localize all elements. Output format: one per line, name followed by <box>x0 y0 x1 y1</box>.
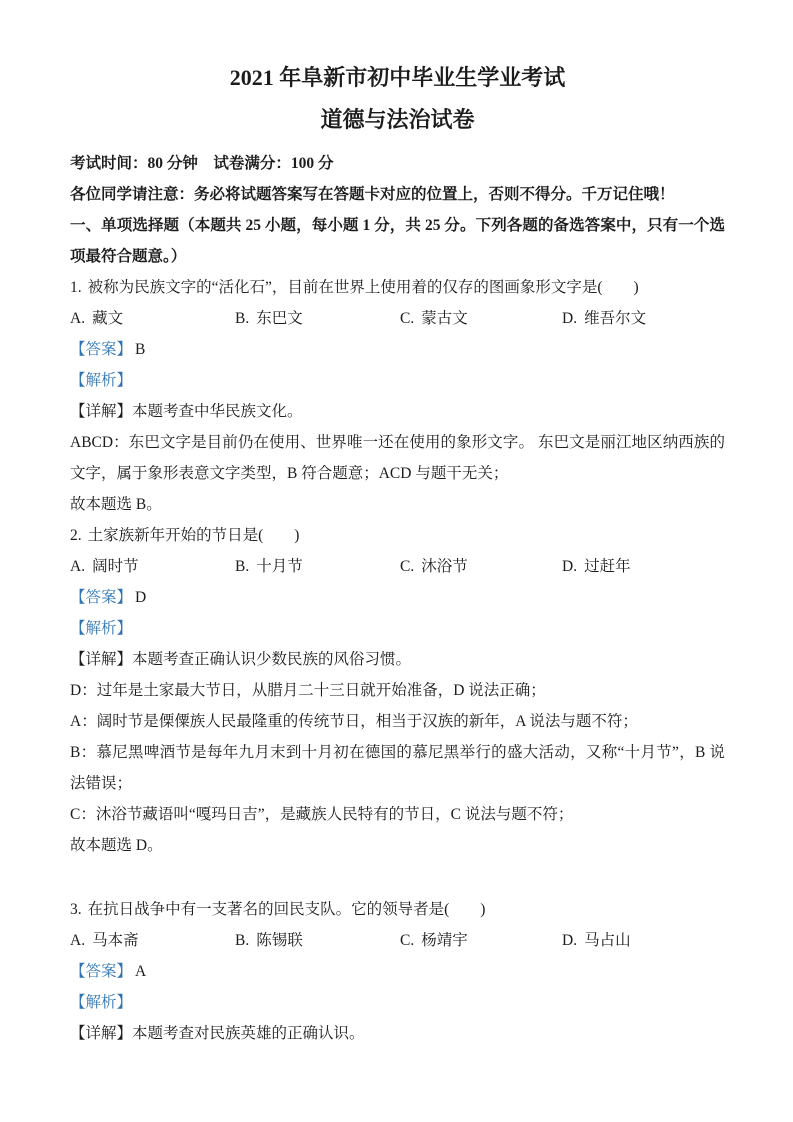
answer-label: 【答案】 <box>70 589 133 606</box>
option-c-text: 杨靖宇 <box>421 932 468 949</box>
question-1-options <box>70 303 725 334</box>
option-a-label: A. <box>70 932 86 949</box>
question-3-stem <box>70 894 725 925</box>
option-d-text: 维吾尔文 <box>584 310 647 327</box>
question-3-explanation-line: 【详解】本题考查对民族英雄的正确认识。 <box>70 1025 365 1042</box>
question-2-option-b <box>235 551 400 582</box>
question-2-stem-text: 土家族新年开始的节日是( ) <box>87 527 300 544</box>
question-1-stem <box>70 272 725 303</box>
question-1-analysis-label: 【解析】 <box>70 372 133 389</box>
answer-label: 【答案】 <box>70 341 133 358</box>
question-1-option-a <box>70 303 235 334</box>
question-2-explanation-line: B：慕尼黑啤酒节是每年九月末到十月初在德国的慕尼黑举行的盛大活动，又称“十月节”，B 说法错误； <box>70 744 725 792</box>
question-2-answer: D <box>135 589 147 606</box>
question-1-explanation-line: 故本题选 B。 <box>70 496 162 513</box>
option-a-label: A. <box>70 558 86 575</box>
option-a-label: A. <box>70 310 86 327</box>
question-2-stem <box>70 520 725 551</box>
question-3-analysis-label: 【解析】 <box>70 994 133 1011</box>
question-2 <box>70 520 725 861</box>
question-1-stem-text: 被称为民族文字的“活化石”，目前在世界上使用着的仅存的图画象形文字是( ) <box>87 279 639 296</box>
question-1-option-c <box>400 303 562 334</box>
question-3-number: 3. <box>70 901 82 918</box>
question-2-option-a <box>70 551 235 582</box>
question-3-answer-line <box>70 956 725 987</box>
question-2-options <box>70 551 725 582</box>
option-c-label: C. <box>400 558 415 575</box>
question-3-option-d <box>562 925 725 956</box>
question-2-number: 2. <box>70 527 82 544</box>
section-heading: 一、单项选择题（本题共 25 小题，每小题 1 分，共 25 分。下列各题的备选答案中，只有一个选项最符合题意。） <box>70 217 725 265</box>
option-c-label: C. <box>400 932 415 949</box>
question-3-option-a <box>70 925 235 956</box>
option-a-text: 阔时节 <box>92 558 139 575</box>
question-2-analysis-label: 【解析】 <box>70 620 133 637</box>
question-2-explanation-line: D：过年是土家最大节日，从腊月二十三日就开始准备，D 说法正确； <box>70 682 546 699</box>
question-1-option-d <box>562 303 725 334</box>
question-3-option-c <box>400 925 562 956</box>
exam-info: 考试时间：80 分钟 试卷满分：100 分 <box>70 155 334 172</box>
option-a-text: 马本斋 <box>92 932 139 949</box>
option-b-label: B. <box>235 932 250 949</box>
exam-title: 2021 年阜新市初中毕业生学业考试 <box>229 65 566 90</box>
question-2-option-c <box>400 551 562 582</box>
question-1 <box>70 272 725 520</box>
option-b-text: 陈锡联 <box>256 932 303 949</box>
question-2-answer-line <box>70 582 725 613</box>
option-b-text: 十月节 <box>256 558 303 575</box>
question-1-number: 1. <box>70 279 82 296</box>
option-c-text: 沐浴节 <box>421 558 468 575</box>
option-d-label: D. <box>562 558 578 575</box>
question-3-options <box>70 925 725 956</box>
option-d-text: 马占山 <box>584 932 631 949</box>
question-2-explanation-line: 【详解】本题考查正确认识少数民族的风俗习惯。 <box>70 651 412 668</box>
question-1-answer: B <box>135 341 146 358</box>
option-b-label: B. <box>235 558 250 575</box>
question-2-explanation-line: C：沐浴节藏语叫“嘎玛日吉”，是藏族人民特有的节日，C 说法与题不符； <box>70 806 574 823</box>
question-1-answer-line <box>70 334 725 365</box>
option-a-text: 藏文 <box>92 310 124 327</box>
option-d-label: D. <box>562 932 578 949</box>
question-3-answer: A <box>135 963 147 980</box>
question-1-option-b <box>235 303 400 334</box>
question-1-explanation-line: 【详解】本题考查中华民族文化。 <box>70 403 303 420</box>
option-d-text: 过赶年 <box>584 558 631 575</box>
question-3-stem-text: 在抗日战争中有一支著名的回民支队。它的领导者是( ) <box>87 901 486 918</box>
question-1-explanation-line: ABCD：东巴文字是目前仍在使用、世界唯一还在使用的象形文字。 东巴文是丽江地区纳西族的文字，属于象形表意文字类型，B 符合题意；ACD 与题干无关； <box>70 434 725 482</box>
question-2-explanation-line: A：阔时节是傈僳族人民最隆重的传统节日，相当于汉族的新年，A 说法与题不符； <box>70 713 638 730</box>
answer-label: 【答案】 <box>70 963 133 980</box>
option-c-text: 蒙古文 <box>421 310 468 327</box>
exam-notice: 各位同学请注意：务必将试题答案写在答题卡对应的位置上，否则不得分。千万记住哦！ <box>70 186 675 203</box>
exam-subtitle: 道德与法治试卷 <box>320 107 475 132</box>
option-c-label: C. <box>400 310 415 327</box>
question-3-option-b <box>235 925 400 956</box>
option-b-text: 东巴文 <box>256 310 303 327</box>
option-b-label: B. <box>235 310 250 327</box>
question-2-explanation-line: 故本题选 D。 <box>70 837 163 854</box>
question-2-option-d <box>562 551 725 582</box>
question-3 <box>70 894 725 1049</box>
option-d-label: D. <box>562 310 578 327</box>
